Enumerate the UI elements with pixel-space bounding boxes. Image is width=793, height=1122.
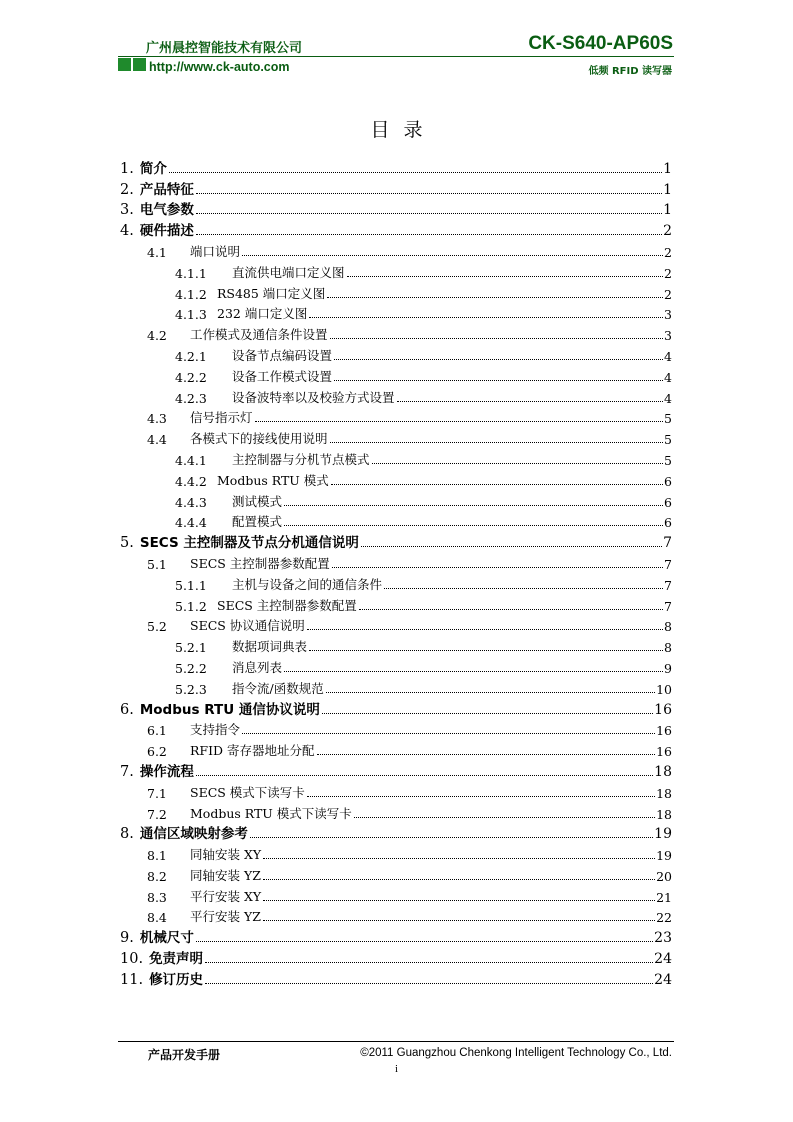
toc-entry[interactable] [120,822,672,843]
toc-entry[interactable] [120,946,672,967]
header-square-icon [118,58,131,71]
toc-leader-dots [263,858,655,859]
toc-entry-title: 简介 [139,160,167,177]
toc-leader-dots [242,255,663,256]
toc-entry-page: 6 [664,494,672,510]
toc-entry-page: 5 [664,411,672,427]
toc-entry-number: 4.2.3 [175,390,207,406]
toc-entry[interactable] [120,239,672,260]
toc-entry-title: 消息列表 [232,659,283,675]
toc-entry-title: 直流供电端口定义图 [232,264,345,280]
toc-entry-page: 10 [656,681,672,697]
toc-entry-number: 6.2 [147,744,167,760]
toc-entry-page: 16 [656,723,672,739]
toc-entry-number: 4.4.4 [175,515,207,531]
toc-entry-title: 指令流/函数规范 [232,680,324,696]
toc-entry-number: 8.4 [147,910,167,926]
toc-leader-dots [307,629,663,630]
toc-entry-number: 4.1.1 [175,265,207,281]
toc-entry-number: 8.1 [147,848,167,864]
toc-entry-page: 21 [656,889,672,905]
toc-leader-dots [307,796,655,797]
toc-entry-title: RFID 寄存器地址分配 [190,743,315,759]
toc-entry-page: 16 [654,701,672,718]
toc-leader-dots [284,525,663,526]
toc-entry[interactable] [120,218,672,239]
toc-entry-number: 7. [120,763,134,780]
toc-entry-title: Modbus RTU 模式下读写卡 [190,805,352,821]
toc-leader-dots [334,380,663,381]
toc-entry-title: 通信区域映射参考 [139,826,248,843]
toc-entry[interactable] [120,738,672,759]
toc-entry[interactable] [120,530,672,551]
toc-entry-title: 操作流程 [139,763,194,780]
toc-entry-number: 4.1.2 [175,286,207,302]
toc-leader-dots [169,172,662,173]
toc-entry[interactable] [120,697,672,718]
toc-entry-page: 18 [654,763,672,780]
toc-leader-dots [242,733,655,734]
toc-entry-page: 7 [664,556,672,572]
toc-leader-dots [309,650,663,651]
toc-entry[interactable] [120,177,672,198]
toc-entry[interactable] [120,801,672,822]
toc-entry-title: SECS 主控制器参数配置 [217,597,357,613]
toc-entry-title: 同轴安装 YZ [190,867,261,883]
toc-leader-dots [309,317,663,318]
toc-entry-number: 4.4 [147,432,167,448]
toc-entry-title: 机械尺寸 [139,930,194,947]
toc-entry-title: SECS 主控制器参数配置 [190,555,330,571]
toc-leader-dots [284,505,663,506]
company-name: 广州晨控智能技术有限公司 [146,41,303,56]
toc-entry-number: 4.2 [147,328,167,344]
toc-entry-number: 4.1.3 [175,307,207,323]
toc-leader-dots [334,359,663,360]
toc-entry-page: 7 [664,598,672,614]
page-number: i [394,1063,399,1075]
toc-entry-page: 23 [654,930,672,947]
toc-leader-dots [196,213,662,214]
toc-entry-number: 4.4.1 [175,452,207,468]
toc-entry-number: 2. [120,181,134,198]
toc-leader-dots [263,920,655,921]
toc-leader-dots [196,234,662,235]
toc-entry-number: 6. [120,701,134,718]
toc-entry[interactable] [120,655,672,676]
toc-entry-title: SECS 主控制器及节点分机通信说明 [139,535,359,552]
toc-entry-title: 支持指令 [190,722,241,738]
toc-leader-dots [372,463,664,464]
toc-entry-title: 设备节点编码设置 [232,347,333,363]
toc-entry[interactable] [120,156,672,177]
toc-leader-dots [330,442,664,443]
toc-entry-title: 数据项词典表 [232,639,308,655]
toc-entry-title: 平行安装 XY [190,888,262,904]
footer-copyright: ©2011 Guangzhou Chenkong Intelligent Technology Co., Ltd. [360,1047,672,1059]
toc-entry-title: 同轴安装 XY [190,847,262,863]
product-subtitle: 低频 RFID 读写器 [588,66,672,77]
toc-entry[interactable] [120,925,672,946]
toc-entry-number: 11. [120,971,144,988]
toc-entry[interactable] [120,322,672,343]
toc-entry[interactable] [120,364,672,385]
toc-entry-title: 各模式下的接线使用说明 [190,431,328,447]
toc-entry-number: 4.3 [147,411,167,427]
toc-entry-page: 18 [656,806,672,822]
toc-entry-number: 5. [120,535,134,552]
toc-leader-dots [384,588,663,589]
company-url[interactable]: http://www.ck-auto.com [149,60,290,74]
toc-leader-dots [347,276,664,277]
toc-entry[interactable] [120,426,672,447]
toc-entry-number: 3. [120,202,134,219]
toc-entry-number: 8.3 [147,889,167,905]
toc-entry-title: 电气参数 [139,202,194,219]
toc-entry-title: 设备工作模式设置 [232,368,333,384]
toc-entry-page: 3 [664,328,672,344]
toc-entry-title: 设备波特率以及校验方式设置 [232,389,395,405]
toc-entry-page: 1 [663,181,672,198]
toc-leader-dots [284,671,663,672]
toc-leader-dots [327,297,663,298]
toc-entry-page: 1 [663,202,672,219]
toc-entry-number: 4. [120,223,134,240]
toc-entry-number: 7.2 [147,806,167,822]
toc-entry[interactable] [120,718,672,739]
toc-entry-number: 5.1.2 [175,598,207,614]
toc-entry-page: 19 [656,848,672,864]
toc-leader-dots [322,713,653,714]
toc-leader-dots [331,484,663,485]
toc-entry-page: 19 [654,826,672,843]
toc-entry-number: 5.2 [147,619,167,635]
toc-entry[interactable] [120,593,672,614]
toc-entry-title: 端口说明 [190,243,241,259]
toc-entry-page: 22 [656,910,672,926]
toc-entry[interactable] [120,281,672,302]
toc-entry-page: 2 [664,265,672,281]
toc-entry-page: 8 [664,619,672,635]
toc-entry-page: 9 [664,660,672,676]
toc-entry-number: 4.4.2 [175,473,207,489]
toc-entry-page: 16 [656,744,672,760]
footer-manual-title: 产品开发手册 [148,1048,221,1062]
toc-entry-page: 5 [664,452,672,468]
header-square-icon [133,58,146,71]
header-rule [118,56,674,57]
toc-entry-number: 7.1 [147,785,167,801]
toc-entry-title: SECS 模式下读写卡 [190,784,305,800]
toc-entry[interactable] [120,572,672,593]
toc-entry[interactable] [120,967,672,988]
toc-entry-page: 6 [664,515,672,531]
toc-entry-title: 平行安装 YZ [190,909,261,925]
toc-entry-title: 232 端口定义图 [217,306,308,322]
toc-entry-page: 1 [663,160,672,177]
table-of-contents [120,156,672,988]
toc-entry-title: 配置模式 [232,514,283,530]
toc-entry-title: 工作模式及通信条件设置 [190,327,328,343]
toc-entry-page: 3 [664,307,672,323]
toc-entry[interactable] [120,884,672,905]
toc-entry[interactable] [120,863,672,884]
toc-entry-number: 8.2 [147,868,167,884]
toc-entry-title: 主控制器与分机节点模式 [232,451,370,467]
toc-entry[interactable] [120,780,672,801]
toc-entry-number: 1. [120,160,134,177]
toc-entry-page: 24 [654,951,672,968]
toc-entry-page: 2 [664,244,672,260]
toc-leader-dots [196,193,662,194]
toc-entry-page: 24 [654,971,672,988]
toc-leader-dots [330,338,664,339]
toc-entry-number: 10. [120,951,144,968]
toc-entry[interactable] [120,447,672,468]
toc-entry-page: 20 [656,868,672,884]
toc-entry-page: 8 [664,640,672,656]
toc-entry[interactable] [120,551,672,572]
toc-leader-dots [326,692,655,693]
toc-entry[interactable] [120,759,672,780]
toc-entry[interactable] [120,302,672,323]
toc-entry[interactable] [120,343,672,364]
toc-entry-title: SECS 协议通信说明 [190,618,305,634]
toc-leader-dots [332,567,663,568]
toc-entry-page: 18 [656,785,672,801]
toc-entry-number: 5.2.2 [175,660,207,676]
toc-entry-page: 7 [664,577,672,593]
toc-leader-dots [263,879,655,880]
toc-entry-title: Modbus RTU 通信协议说明 [139,701,320,718]
toc-entry-number: 4.4.3 [175,494,207,510]
toc-leader-dots [196,941,653,942]
toc-entry-number: 4.2.1 [175,348,207,364]
toc-entry[interactable] [120,676,672,697]
toc-leader-dots [317,754,656,755]
toc-leader-dots [361,546,662,547]
toc-entry[interactable] [120,260,672,281]
toc-entry-title: 主机与设备之间的通信条件 [232,576,383,592]
toc-entry-page: 7 [663,535,672,552]
toc-entry-title: 硬件描述 [139,223,194,240]
toc-entry-page: 2 [664,286,672,302]
toc-entry[interactable] [120,905,672,926]
toc-entry-title: 免责声明 [149,951,204,968]
toc-entry-number: 6.1 [147,723,167,739]
toc-entry-page: 6 [664,473,672,489]
toc-leader-dots [263,900,655,901]
toc-leader-dots [250,837,653,838]
toc-entry-page: 4 [664,390,672,406]
toc-leader-dots [196,775,653,776]
toc-entry-number: 9. [120,930,134,947]
toc-entry-page: 2 [663,223,672,240]
toc-entry-title: 测试模式 [232,493,283,509]
toc-entry[interactable] [120,198,672,219]
toc-entry[interactable] [120,842,672,863]
toc-leader-dots [354,817,655,818]
toc-entry[interactable] [120,406,672,427]
toc-entry-number: 5.2.1 [175,640,207,656]
toc-leader-dots [255,421,664,422]
toc-leader-dots [359,609,663,610]
toc-entry[interactable] [120,614,672,635]
toc-entry[interactable] [120,634,672,655]
toc-entry-title: 产品特征 [139,181,194,198]
toc-entry-title: RS485 端口定义图 [217,285,326,301]
toc-title: 目录 [370,119,437,141]
toc-entry-number: 4.1 [147,244,167,260]
toc-leader-dots [205,962,653,963]
toc-entry-title: 信号指示灯 [190,410,253,426]
toc-entry-page: 5 [664,432,672,448]
toc-entry[interactable] [120,489,672,510]
toc-entry-page: 4 [664,348,672,364]
toc-entry-number: 4.2.2 [175,369,207,385]
toc-entry-number: 8. [120,826,134,843]
toc-entry[interactable] [120,385,672,406]
toc-entry-number: 5.2.3 [175,681,207,697]
footer-rule [118,1041,674,1042]
product-model: CK-S640-AP60S [528,33,673,54]
toc-leader-dots [397,401,664,402]
toc-entry-number: 5.1 [147,556,167,572]
toc-leader-dots [205,983,653,984]
toc-entry-title: 修订历史 [149,971,204,988]
toc-entry-title: Modbus RTU 模式 [217,472,329,488]
toc-entry-page: 4 [664,369,672,385]
toc-entry[interactable] [120,510,672,531]
toc-entry-number: 5.1.1 [175,577,207,593]
toc-entry[interactable] [120,468,672,489]
